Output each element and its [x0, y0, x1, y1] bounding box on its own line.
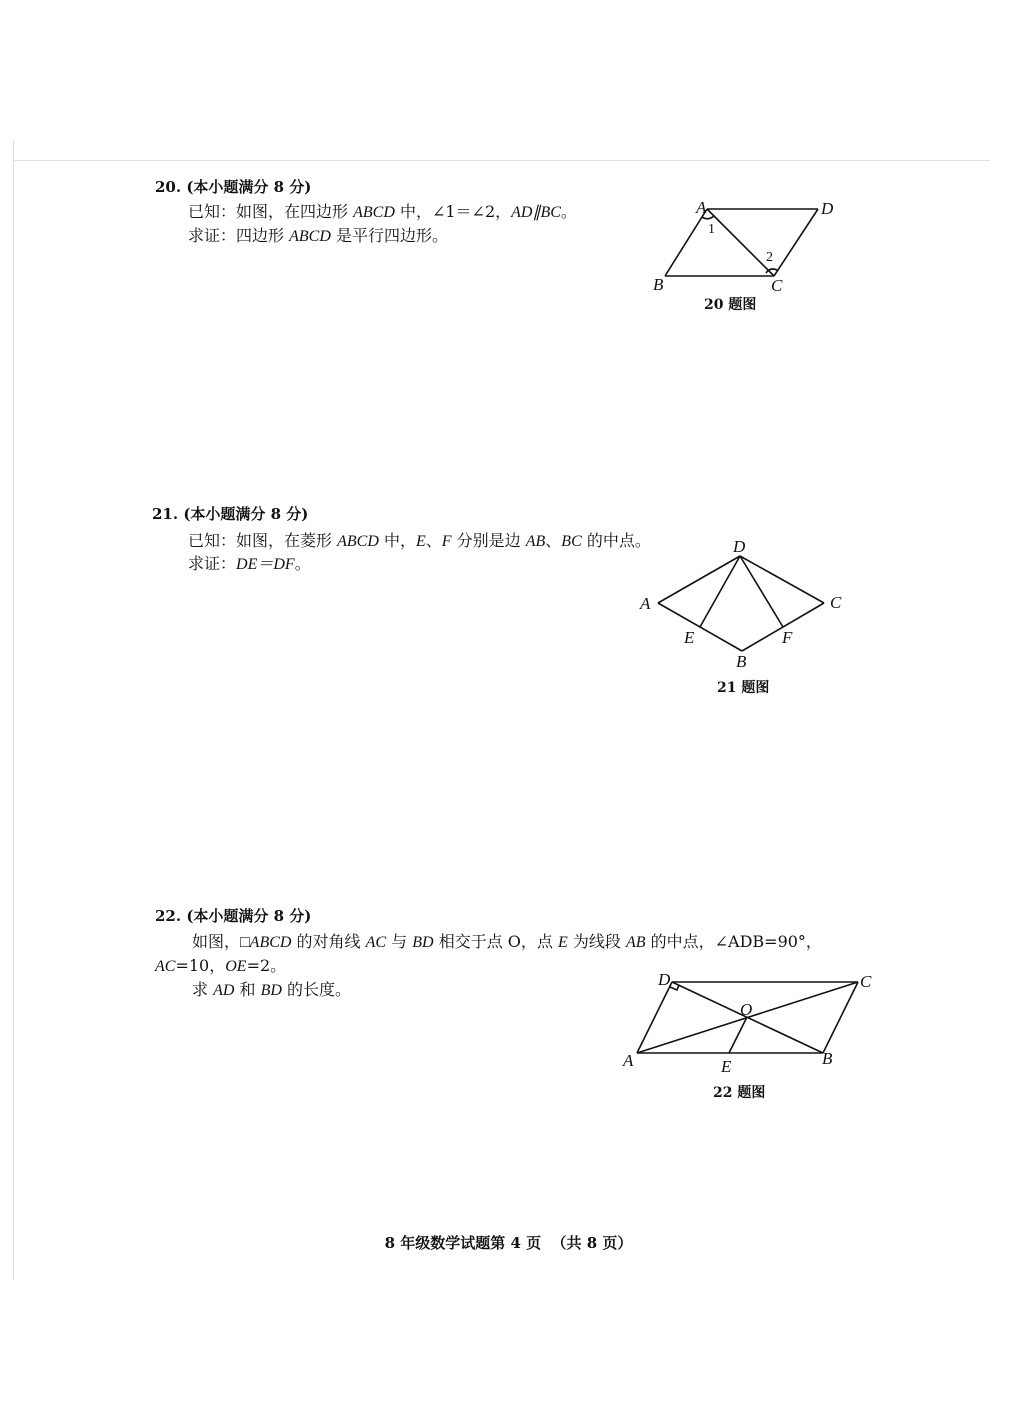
fig21-label-d: D [733, 537, 746, 556]
figure-22-caption: 22 题图 [713, 1085, 766, 1101]
fig21-label-c: C [830, 593, 842, 612]
page-footer: 8 年级数学试题第 4 页 （共 8 页） [384, 1234, 633, 1252]
q22-line3-ad: AD [213, 982, 235, 999]
q21-given-mid2: 分别是边 [451, 531, 526, 550]
q22-line3-bd: BD [260, 982, 282, 999]
q22-line2-a: =10， [175, 956, 226, 975]
q21-given-sep: 、 [425, 531, 442, 550]
question-20-given [188, 199, 577, 222]
q21-given-end: 的中点。 [581, 531, 651, 550]
q22-shape: □ABCD [240, 934, 292, 951]
fig20-side-ab [665, 209, 707, 276]
q21-given-sep2: 、 [545, 531, 562, 550]
question-22-line1 [192, 929, 822, 952]
q21-given-shape: ABCD [337, 533, 379, 550]
scan-edge-top [14, 160, 990, 161]
question-22-line3 [192, 977, 351, 1000]
fig21-side-da [658, 556, 740, 603]
fig21-label-b: B [736, 652, 747, 671]
q21-given-prefix: 已知：如图，在菱形 [188, 531, 338, 550]
q22-line2-ac: AC [155, 958, 176, 975]
question-21-prove [188, 551, 311, 574]
fig20-side-dc [774, 209, 818, 276]
fig22-label-c: C [860, 972, 872, 991]
fig22-label-b: B [822, 1049, 833, 1068]
fig22-side-cb [823, 982, 858, 1053]
figure-21-diagram [630, 533, 870, 673]
q20-given-relation: AD∥BC [511, 204, 561, 221]
q22-line1-b: 与 [386, 932, 413, 951]
question-22-line2 [155, 953, 286, 976]
fig22-label-e: E [721, 1057, 732, 1076]
question-21-given [188, 528, 651, 551]
q22-line1-e: E [558, 934, 568, 951]
q22-line1-a: 的对角线 [291, 932, 366, 951]
q22-line1-f: 的中点， [645, 932, 715, 951]
q22-line1-c: 相交于点 O，点 [433, 932, 558, 951]
fig22-right-angle-mark [670, 985, 679, 990]
q21-prove-expr: DE＝DF [236, 556, 295, 573]
q21-given-mid: 中， [378, 531, 416, 550]
q20-given-end: 。 [560, 202, 577, 221]
fig20-label-b: B [653, 275, 664, 294]
fig22-side-da [637, 982, 672, 1053]
fig22-label-a: A [623, 1051, 634, 1070]
fig22-label-o: O [740, 1000, 753, 1019]
q22-line1-bd: BD [412, 934, 434, 951]
q22-line1-prefix: 如图， [192, 932, 241, 951]
fig20-label-d: D [821, 199, 834, 218]
fig22-label-d: D [658, 970, 671, 989]
q20-given-mid: 中，∠1＝∠2， [394, 202, 512, 221]
q22-line1-ab: AB [625, 934, 646, 951]
q21-given-f: F [441, 533, 452, 550]
q20-prove-shape: ABCD [289, 228, 331, 245]
q22-line1-d: 为线段 [567, 932, 626, 951]
fig21-side-dc [740, 556, 824, 603]
q21-given-ab: AB [525, 533, 546, 550]
q20-given-prefix: 已知：如图，在四边形 [188, 202, 354, 221]
q22-line2-b: =2。 [246, 956, 287, 975]
figure-22-diagram [615, 965, 885, 1080]
q21-prove-end: 。 [294, 554, 311, 573]
q22-line3-mid: 和 [234, 980, 261, 999]
q21-given-bc: BC [561, 533, 582, 550]
question-20-header: 20. (本小题满分 8 分) [155, 178, 312, 196]
figure-21-caption: 21 题图 [717, 680, 770, 696]
fig21-label-f: F [782, 628, 793, 647]
q20-prove-end: 是平行四边形。 [330, 226, 448, 245]
question-20-prove [188, 223, 448, 246]
q22-line3-end: 的长度。 [281, 980, 352, 999]
fig20-angle2-label: 2 [766, 250, 773, 265]
fig21-segment-df [740, 556, 783, 627]
fig20-label-c: C [771, 276, 783, 295]
q21-given-e: E [415, 533, 426, 550]
fig21-label-e: E [684, 628, 695, 647]
q22-line1-angle: ∠ADB=90°， [714, 932, 822, 951]
q22-line3-prefix: 求 [192, 980, 214, 999]
q21-prove-prefix: 求证： [188, 554, 237, 573]
q20-given-shape: ABCD [353, 204, 395, 221]
figure-20-diagram [640, 195, 840, 295]
question-21-header: 21. (本小题满分 8 分) [152, 505, 309, 523]
q22-line2-oe: OE [225, 958, 247, 975]
fig20-label-a: A [696, 198, 707, 217]
fig20-diagonal-ac [707, 209, 774, 276]
fig20-angle1-label: 1 [708, 222, 715, 237]
fig21-label-a: A [640, 594, 651, 613]
q22-line1-ac: AC [365, 934, 387, 951]
scan-edge-left [13, 140, 14, 1280]
question-22-header: 22. (本小题满分 8 分) [155, 907, 312, 925]
q20-prove-prefix: 求证：四边形 [188, 226, 290, 245]
figure-20-caption: 20 题图 [704, 297, 757, 313]
